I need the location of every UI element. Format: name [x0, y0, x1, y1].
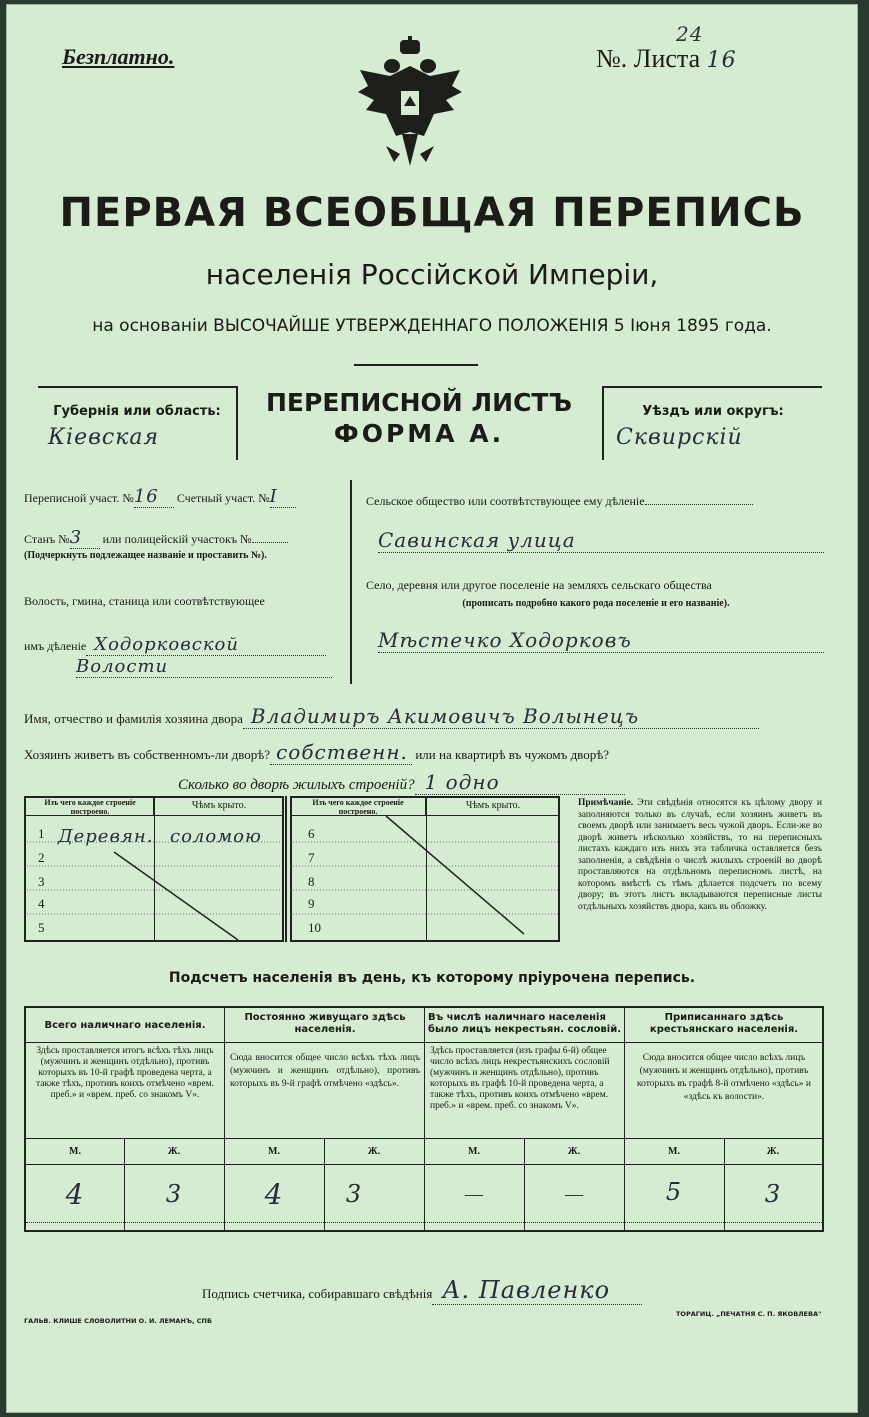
district-box [602, 386, 822, 460]
col-roof-right: Чѣмъ крыто. [465, 800, 521, 811]
count-col4-m: М. [668, 1146, 680, 1157]
signature-label: Подпись счетчика, собиравшаго свѣдѣнія [202, 1286, 433, 1301]
page-subtitle: населенія Россійской Имперіи, [205, 258, 659, 291]
province-label: Губернія или область: [53, 404, 221, 419]
owner-name-value: Владимиръ Акимовичъ Волынецъ [243, 704, 759, 729]
sheet-number-over: 24 [676, 22, 704, 46]
count-col3-head: Въ числѣ наличнаго населенія было лицъ некрестьян. сословій. [428, 1012, 621, 1035]
col-material-right: Изъ чего каждое строеніе построено. [312, 798, 404, 816]
signature-value: А. Павленко [432, 1276, 642, 1305]
stan-label: Станъ № [24, 532, 70, 546]
volost-line [24, 634, 326, 656]
row-1-material: Деревян. [58, 826, 154, 847]
sheet-number [596, 22, 737, 74]
police-label: или полицейскій участокъ № [102, 532, 252, 546]
volost-value: Ходорковской [86, 634, 326, 656]
row-7-number: 7 [308, 850, 315, 865]
buildings-label: Сколько во дворѣ жилыхъ строеній? [178, 777, 415, 793]
form-letter: ФОРМА А. [333, 419, 505, 448]
row-9-number: 9 [308, 896, 315, 911]
signature-line [202, 1276, 822, 1305]
count-col3-desc: Здѣсь проставляется (изъ графы 6-й) общее число всѣхъ лицъ некрестьянскихъ сословій (мужчинъ и женщинъ отдѣльно), противъ которыхъ въ графѣ 10-й проведена черта, а также тѣхъ, противъ коихъ отмѣчено «врем. преб.» и «врем. преб. со знакомъ V». [430, 1046, 610, 1111]
census-area-line [24, 486, 336, 508]
district-label: Уѣздъ или округъ: [642, 404, 784, 419]
census-area-label: Переписной участ. № [24, 491, 134, 505]
row-8-number: 8 [308, 874, 315, 889]
count-col3-m: М. [468, 1146, 480, 1157]
count-col4-desc: Сюда вносится общее число всѣхъ лицъ (мужчинъ и женщинъ отдѣльно), противъ которыхъ въ графѣ 8-й отмѣчено «здѣсь» и «здѣсь къ волости». [636, 1053, 812, 1102]
row-10-number: 10 [308, 920, 321, 935]
province-value: Кіевская [48, 425, 160, 450]
row-1-number: 1 [38, 826, 45, 841]
owner-lives-label-2: или на квартирѣ въ чужомъ дворѣ? [415, 747, 610, 762]
count-col2-f: Ж. [367, 1146, 381, 1157]
owner-lives-value: собственн. [270, 740, 412, 765]
col-roof-left: Чѣмъ крыто. [191, 800, 247, 811]
owner-name-label: Имя, отчество и фамилія хозяина двора [24, 711, 243, 726]
count-table [24, 1006, 824, 1232]
count-area-label: Счетный участ. № [176, 491, 270, 505]
row-6-number: 6 [308, 826, 315, 841]
count-value-8: 3 [764, 1180, 782, 1208]
form-title: ПЕРЕПИСНОЙ ЛИСТЪ [266, 388, 572, 417]
count-title: Подсчетъ населенія въ день, къ которому пріурочена перепись. [168, 970, 696, 986]
row-3-number: 3 [38, 874, 45, 889]
form-title-box [236, 388, 602, 448]
society-label: Сельское общество или соотвѣтствующее ему дѣленіе [366, 494, 645, 508]
volost-label-2: имъ дѣленіе [24, 639, 87, 653]
owner-name-line [24, 704, 824, 729]
field-divider [350, 480, 352, 684]
row-4-number: 4 [38, 896, 45, 911]
stan-note: (Подчеркнуть подлежащее названіе и проставить №). [24, 550, 267, 561]
page-title: ПЕРВАЯ ВСЕОБЩАЯ ПЕРЕПИСЬ [59, 190, 805, 236]
row-1-roof: соломою [170, 826, 262, 847]
count-col2-m: М. [268, 1146, 280, 1157]
count-col4-f: Ж. [766, 1146, 780, 1157]
count-value-7: 5 [665, 1178, 683, 1206]
stan-line [24, 527, 288, 549]
count-col2-desc: Сюда вносится общее число всѣхъ тѣхъ лицъ (мужчинъ и женщинъ отдѣльно), противъ которыхъ въ 9-й графѣ отмѣчено «здѣсь». [230, 1053, 420, 1089]
count-area-value: I [270, 486, 296, 508]
buildings-line [178, 770, 625, 795]
strike-lines [24, 796, 560, 942]
buildings-value: 1 одно [415, 770, 625, 795]
row-5-number: 5 [38, 920, 45, 935]
count-value-2: 3 [165, 1180, 183, 1208]
owner-lives-line [24, 740, 824, 765]
count-col2-head: Постоянно живущаго здѣсь населенія. [244, 1012, 406, 1035]
col-material-left: Изъ чего каждое строеніе построено. [44, 798, 136, 816]
basis-line: на основаніи ВЫСОЧАЙШЕ УТВЕРЖДЕННАГО ПОЛОЖЕНІЯ 5 Іюня 1895 года. [92, 316, 772, 336]
note-block [578, 798, 822, 913]
volost-label: Волость, гмина, станица или соотвѣтствующее [24, 594, 265, 608]
count-col4-head: Приписаннаго здѣсь крестьянскаго населенія. [649, 1012, 799, 1035]
ornament-divider [354, 364, 478, 366]
village-value: Мѣстечко Ходорковъ [378, 628, 824, 653]
count-col3-f: Ж. [567, 1146, 581, 1157]
volost-value-2: Волости [76, 656, 332, 678]
footer-left: ГАЛЬВ. КЛИШЕ СЛОВОЛИТНИ О. И. ЛЕМАНЪ, СПБ [24, 1317, 212, 1325]
count-value-5: — [465, 1184, 483, 1204]
double-headed-eagle-icon [356, 36, 464, 176]
district-value: Сквирскій [616, 425, 743, 450]
note-text: Эти свѣдѣнія относятся къ цѣлому двору и заполняются только въ случаѣ, если хозяинъ живетъ въ своемъ дворѣ или занимаетъ весь чужой дворъ. Если-же во дворѣ живетъ нѣсколько хозяйствъ, то на переписныхъ листахъ каждаго изъ нихъ эта табличка оставляется безъ заполненія, а свѣдѣнія о числѣ жилыхъ строеній во дворѣ проставляются на отдѣльномъ переписномъ листѣ, на которомъ вмѣстѣ съ тѣмъ дѣлается подсчетъ по всему двору; въ этотъ листъ вкладываются переписные листы отдѣльныхъ хозяйствъ двора, какъ въ обложку. [578, 798, 823, 912]
sheet-number-label: №. Листа [596, 44, 701, 73]
note-label: Примѣчаніе. [578, 798, 634, 808]
count-value-4: 3 [345, 1180, 363, 1208]
count-col1-desc: Здѣсь проставляется итогъ всѣхъ тѣхъ лицъ (мужчинъ и женщинъ отдѣльно), противъ которыхъ въ 10-й графѣ проведена черта, а также тѣхъ, противъ коихъ отмѣчено «врем. преб.» и «врем. преб. со знакомъ V». [35, 1046, 215, 1100]
village-note: (прописать подробно какого рода поселеніе и его названіе). [462, 598, 730, 609]
province-box [38, 386, 238, 460]
count-value-3: 4 [264, 1178, 284, 1211]
footer-right: ТОРАГИЦ. „ПЕЧАТНЯ С. П. ЯКОВЛЕВА" [676, 1310, 822, 1318]
owner-lives-label: Хозяинъ живетъ въ собственномъ-ли дворѣ? [24, 747, 271, 762]
village-label: Село, деревня или другое поселеніе на земляхъ сельскаго общества [366, 578, 712, 592]
census-sheet [6, 4, 858, 1413]
society-value: Савинская улица [378, 528, 824, 553]
free-label: Безплатно. [62, 44, 175, 69]
census-area-value: 16 [134, 486, 174, 508]
society-line [366, 494, 826, 509]
sheet-number-hand: 16 [706, 48, 737, 73]
count-value-6: — [565, 1184, 583, 1204]
row-2-number: 2 [38, 850, 45, 865]
count-value-1: 4 [65, 1178, 85, 1211]
stan-value: 3 [70, 527, 100, 549]
count-col1-f: Ж. [167, 1146, 181, 1157]
count-col1-m: М. [69, 1146, 81, 1157]
buildings-table [24, 796, 560, 942]
count-col1-head: Всего наличнаго населенія. [44, 1020, 206, 1031]
